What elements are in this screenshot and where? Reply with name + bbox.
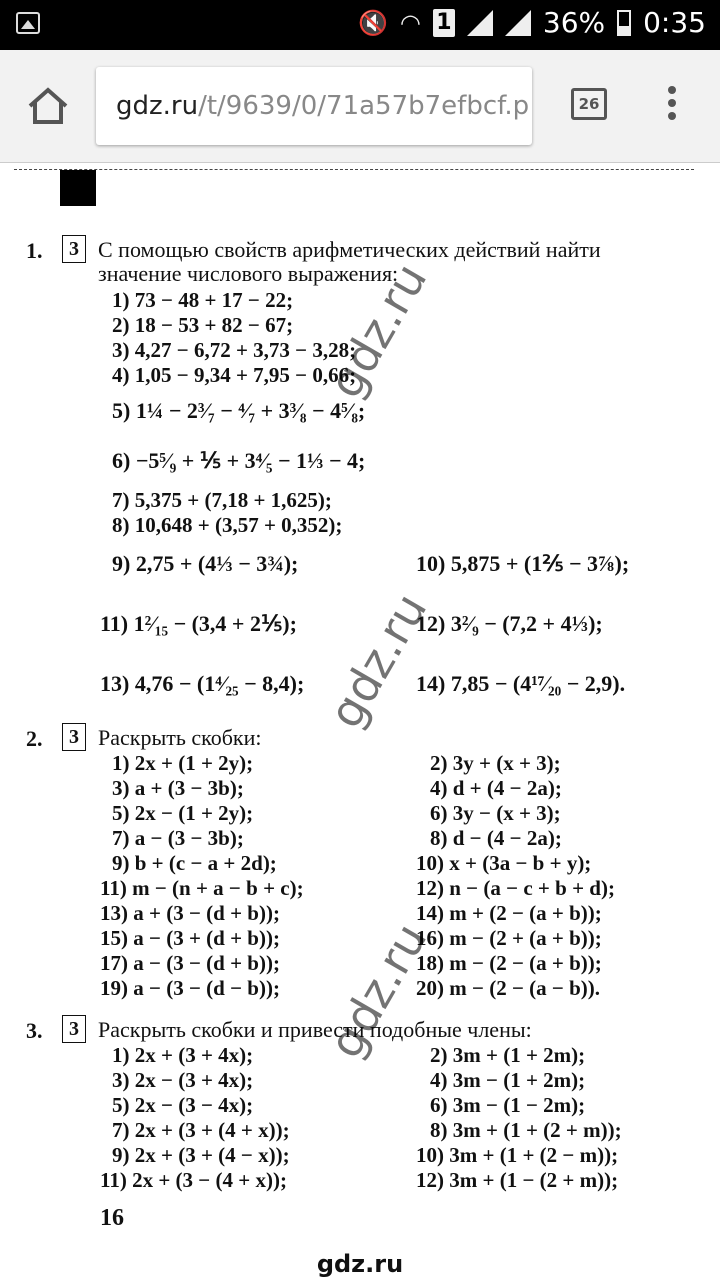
status-bar [0, 0, 720, 50]
ex2-item: 2) 3y + (x + 3); [430, 751, 561, 775]
watermark: gdz.ru [318, 914, 438, 1067]
ex2-item: 3) a + (3 − 3b); [112, 776, 244, 800]
page-marker [60, 170, 96, 206]
ex2-item: 6) 3y − (x + 3); [430, 801, 561, 825]
ex1-item: 10) 5,875 + (1⅖ − 3⅞); [416, 551, 630, 576]
sim-indicator: 1 [433, 9, 455, 37]
ex1-title-line2: значение числового выражения: [98, 261, 399, 286]
battery-icon [617, 10, 631, 36]
ex3-number: 3. [26, 1018, 43, 1043]
browser-toolbar [0, 50, 720, 163]
page-ruler [14, 169, 694, 180]
ex1-item: 8) 10,648 + (3,57 + 0,352); [112, 513, 343, 537]
ex2-item: 9) b + (c − a + 2d); [112, 851, 277, 875]
gallery-notification-icon [16, 12, 40, 34]
ex3-item: 11) 2x + (3 − (4 + x)); [100, 1168, 287, 1192]
ex1-item: 3) 4,27 − 6,72 + 3,73 − 3,28; [112, 338, 357, 362]
signal-icon [467, 10, 493, 36]
ex1-item: 13) 4,76 − (1⁴⁄₂₅ − 8,4); [100, 671, 305, 696]
footer-site-label: gdz.ru [316, 1250, 404, 1278]
ex1-item: 1) 73 − 48 + 17 − 22; [112, 288, 294, 312]
ex3-item: 9) 2x + (3 + (4 − x)); [112, 1143, 290, 1167]
ex3-item: 5) 2x − (3 − 4x); [112, 1093, 254, 1117]
battery-percent: 36% [542, 6, 606, 39]
ex1-item: 6) −5⁵⁄₉ + ⅕ + 3⁴⁄₅ − 1⅓ − 4; [112, 448, 366, 473]
url-bar[interactable] [96, 67, 532, 145]
ex2-item: 12) n − (a − c + b + d); [416, 876, 615, 900]
ex2-item: 4) d + (4 − 2a); [430, 776, 562, 800]
overflow-menu-icon[interactable] [664, 86, 680, 126]
ex3-grade: 3 [62, 1015, 86, 1043]
ex1-item: 7) 5,375 + (7,18 + 1,625); [112, 488, 332, 512]
clock: 0:35 [643, 6, 706, 39]
ex3-item: 4) 3m − (1 + 2m); [430, 1068, 586, 1092]
ex2-item: 11) m − (n + a − b + c); [100, 876, 304, 900]
signal-icon-2 [505, 10, 531, 36]
ex1-item: 4) 1,05 − 9,34 + 7,95 − 0,66; [112, 363, 357, 387]
ex3-item: 10) 3m + (1 + (2 − m)); [416, 1143, 619, 1167]
ex3-item: 2) 3m + (1 + 2m); [430, 1043, 586, 1067]
ex1-item: 2) 18 − 53 + 82 − 67; [112, 313, 294, 337]
ex2-item: 13) a + (3 − (d + b)); [100, 901, 280, 925]
ex2-item: 1) 2x + (1 + 2y); [112, 751, 254, 775]
ex3-item: 8) 3m + (1 + (2 + m)); [430, 1118, 622, 1142]
mute-icon: 🔇 [358, 8, 388, 37]
ex3-item: 6) 3m − (1 − 2m); [430, 1093, 586, 1117]
ex3-title: Раскрыть скобки и привести подобные члены: [98, 1017, 532, 1042]
ex2-item: 7) a − (3 − 3b); [112, 826, 244, 850]
home-icon[interactable] [26, 86, 70, 126]
ex1-item: 9) 2,75 + (4⅓ − 3¾); [112, 551, 299, 576]
watermark: gdz.ru [318, 254, 438, 407]
ex3-item: 1) 2x + (3 + 4x); [112, 1043, 254, 1067]
ex2-item: 16) m − (2 + (a + b)); [416, 926, 602, 950]
ex1-item: 11) 1²⁄₁₅ − (3,4 + 2⅕); [100, 611, 297, 636]
ex3-item: 7) 2x + (3 + (4 + x)); [112, 1118, 290, 1142]
ex2-item: 14) m + (2 − (a + b)); [416, 901, 602, 925]
ex1-title-line1: С помощью свойств арифметических действий найти [98, 237, 601, 262]
ex1-item: 5) 1¼ − 2³⁄₇ − ⁴⁄₇ + 3³⁄₈ − 4⁵⁄₈; [112, 398, 366, 423]
ex2-item: 19) a − (3 − (d − b)); [100, 976, 280, 1000]
ex3-item: 12) 3m + (1 − (2 + m)); [416, 1168, 619, 1192]
ex2-item: 15) a − (3 + (d + b)); [100, 926, 280, 950]
ex1-item: 12) 3²⁄₉ − (7,2 + 4⅓); [416, 611, 603, 636]
ex2-item: 5) 2x − (1 + 2y); [112, 801, 254, 825]
url-path: /t/9639/0/71a57b7efbcf.p [198, 91, 530, 121]
ex2-item: 8) d − (4 − 2a); [430, 826, 562, 850]
ex1-grade: 3 [62, 235, 86, 263]
wifi-icon: ◠ [399, 8, 421, 37]
page-number: 16 [100, 1205, 124, 1231]
ex3-item: 3) 2x − (3 + 4x); [112, 1068, 254, 1092]
ex1-item: 14) 7,85 − (4¹⁷⁄₂₀ − 2,9). [416, 671, 626, 696]
ex2-number: 2. [26, 726, 43, 751]
ex2-item: 20) m − (2 − (a − b)). [416, 976, 601, 1000]
watermark: gdz.ru [318, 584, 438, 737]
ex2-item: 10) x + (3a − b + y); [416, 851, 592, 875]
ex2-item: 17) a − (3 − (d + b)); [100, 951, 280, 975]
ex1-number: 1. [26, 238, 43, 263]
tabs-button[interactable]: 26 [571, 88, 607, 120]
ex2-grade: 3 [62, 723, 86, 751]
ex2-title: Раскрыть скобки: [98, 725, 262, 750]
url-domain: gdz.ru [116, 91, 199, 121]
ex2-item: 18) m − (2 − (a + b)); [416, 951, 602, 975]
